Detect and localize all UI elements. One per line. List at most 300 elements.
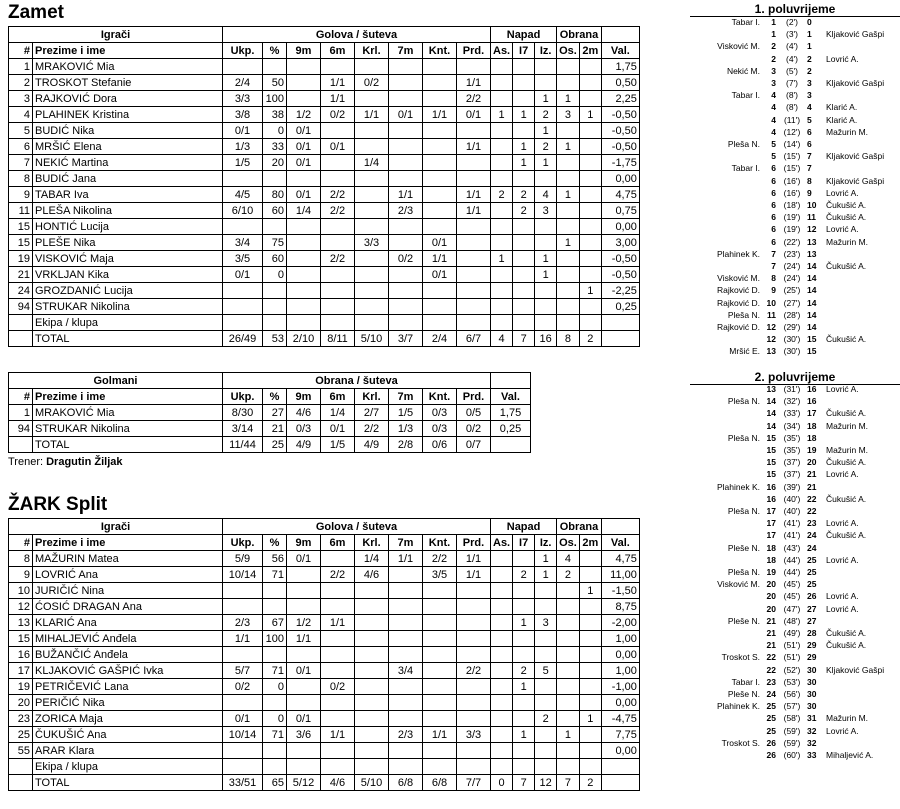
player-name-cell: JURIČIĆ Nina	[33, 583, 223, 599]
away-score: 16	[807, 384, 817, 394]
stat-cell: 2,25	[601, 91, 639, 107]
away-scorer: Lovrić A.	[826, 469, 859, 480]
stat-cell: 3/3	[223, 91, 263, 107]
column-header: Ukp.	[223, 389, 263, 405]
home-scorer: Pleša N.	[727, 506, 760, 516]
stat-cell: 60	[263, 251, 287, 267]
stat-cell	[579, 75, 601, 91]
stat-cell	[557, 219, 580, 235]
goalkeeper-name-cell: MRAKOVIĆ Mia	[33, 405, 223, 421]
stat-cell	[423, 711, 457, 727]
stat-cell	[457, 711, 491, 727]
stat-cell	[535, 171, 557, 187]
stat-cell: 0/7	[457, 437, 491, 453]
stat-cell: 8	[9, 171, 33, 187]
stat-cell	[579, 267, 601, 283]
column-header: %	[263, 389, 287, 405]
table-row	[9, 203, 640, 219]
home-score: 13	[766, 346, 776, 357]
stat-cell	[423, 299, 457, 315]
stat-cell: -1,50	[601, 583, 639, 599]
away-score: 14	[807, 322, 817, 332]
stat-cell	[321, 123, 355, 139]
event-minute: (30')	[783, 334, 801, 345]
stat-cell	[491, 155, 513, 171]
stat-cell: 9	[9, 187, 33, 203]
stat-cell	[513, 299, 535, 315]
stat-cell: 1/4	[287, 203, 321, 219]
stat-cell: 3	[535, 203, 557, 219]
stat-cell	[355, 299, 389, 315]
table-row	[9, 75, 640, 91]
away-score: 12	[807, 224, 817, 235]
away-score: 32	[807, 737, 817, 748]
table-row	[9, 155, 640, 171]
score-event	[690, 237, 900, 248]
stat-cell	[423, 583, 457, 599]
home-scorer: Mršić E.	[729, 346, 760, 357]
goals-group-header: Golova / šuteva	[223, 519, 491, 535]
home-score: 4	[771, 126, 776, 137]
stat-cell: 15	[9, 631, 33, 647]
score-event	[690, 139, 900, 150]
away-score: 24	[807, 542, 817, 553]
stat-cell	[557, 711, 580, 727]
away-scorer: Mažurin M.	[826, 420, 869, 431]
player-name-cell: PLAHINEK Kristina	[33, 107, 223, 123]
stat-cell: 2	[579, 775, 601, 791]
table-row	[9, 615, 640, 631]
stat-cell	[389, 599, 423, 615]
away-scorer: Lovrić A.	[826, 725, 859, 736]
stat-cell	[321, 743, 355, 759]
stat-cell	[579, 615, 601, 631]
player-name-cell: BUŽANČIĆ Anđela	[33, 647, 223, 663]
score-event	[690, 640, 900, 651]
stat-cell	[457, 155, 491, 171]
event-minute: (27')	[783, 297, 801, 308]
stat-cell: 1/1	[423, 107, 457, 123]
stat-cell	[491, 203, 513, 219]
stat-cell	[223, 171, 263, 187]
stat-cell: 0/3	[423, 421, 457, 437]
home-scorer: Plahinek K.	[717, 481, 760, 492]
home-score: 25	[766, 713, 776, 724]
stat-cell: 3/5	[423, 567, 457, 583]
stat-cell: 21	[9, 267, 33, 283]
stat-cell	[557, 299, 580, 315]
score-event	[690, 713, 900, 724]
event-minute: (2')	[785, 17, 798, 27]
score-event	[690, 665, 900, 676]
away-score: 22	[807, 506, 817, 516]
stat-cell	[223, 743, 263, 759]
stat-cell	[457, 123, 491, 139]
player-name-cell: MAŽURIN Matea	[33, 551, 223, 567]
stat-cell: 55	[9, 743, 33, 759]
stat-cell: 7,75	[601, 727, 639, 743]
column-header: #	[9, 43, 33, 59]
stat-cell: 2/2	[423, 551, 457, 567]
stat-cell: 1	[513, 615, 535, 631]
event-minute: (8')	[785, 102, 798, 113]
stat-cell	[457, 679, 491, 695]
away-scorer: Mažurin M.	[826, 126, 869, 137]
away-score: 25	[807, 554, 817, 565]
event-minute: (18')	[783, 200, 801, 210]
event-minute: (15')	[783, 163, 801, 174]
stat-cell: 1	[535, 267, 557, 283]
stat-cell	[389, 315, 423, 331]
stat-cell	[263, 59, 287, 75]
away-scorer: Čukušić A.	[826, 493, 867, 504]
stat-cell: 4/9	[287, 437, 321, 453]
away-scorer: Lovrić A.	[826, 53, 859, 64]
event-minute: (52')	[783, 664, 801, 675]
stat-cell: 0	[263, 123, 287, 139]
stat-cell: 1/3	[389, 421, 423, 437]
event-minute: (14')	[783, 139, 801, 149]
stat-cell: 0/2	[223, 679, 263, 695]
score-event	[690, 346, 900, 357]
home-scorer: Plahinek K.	[717, 248, 760, 259]
stat-cell: 11	[9, 203, 33, 219]
stat-cell	[491, 437, 531, 453]
stat-cell: 1	[491, 107, 513, 123]
column-header: Knt.	[423, 535, 457, 551]
stat-cell	[263, 647, 287, 663]
stat-cell: 21	[263, 421, 287, 437]
stat-cell	[535, 59, 557, 75]
away-score: 19	[807, 445, 817, 455]
stat-cell: 5/7	[223, 663, 263, 679]
stat-cell	[389, 171, 423, 187]
player-name-cell: STRUKAR Nikolina	[33, 299, 223, 315]
table-row	[9, 647, 640, 663]
stat-cell	[601, 315, 639, 331]
score-event	[690, 604, 900, 615]
goals-group-header: Golova / šuteva	[223, 27, 491, 43]
score-event	[690, 482, 900, 493]
stat-cell: 100	[263, 91, 287, 107]
stat-cell	[513, 583, 535, 599]
stat-cell	[355, 187, 389, 203]
event-minute: (24')	[783, 261, 801, 271]
away-score: 21	[807, 481, 817, 492]
stat-cell	[223, 759, 263, 775]
stat-cell	[491, 679, 513, 695]
event-minute: (31')	[783, 384, 801, 394]
stat-cell	[223, 599, 263, 615]
home-score: 4	[771, 90, 776, 101]
stat-cell	[457, 695, 491, 711]
away-score: 1	[807, 41, 812, 52]
stat-cell: 1/1	[389, 187, 423, 203]
stat-cell	[457, 59, 491, 75]
home-score: 4	[771, 102, 776, 113]
gk-group-header-row	[9, 373, 531, 389]
home-score: 23	[766, 676, 776, 687]
score-event	[690, 543, 900, 554]
stat-cell: 1	[513, 727, 535, 743]
goalkeepers-header: Golmani	[9, 373, 223, 389]
home-score: 20	[766, 603, 776, 614]
stat-cell: 67	[263, 615, 287, 631]
away-score: 20	[807, 457, 817, 468]
table-row	[9, 123, 640, 139]
stat-cell	[491, 267, 513, 283]
home-scorer: Rajković D.	[717, 297, 760, 308]
stat-cell	[423, 743, 457, 759]
stat-cell	[9, 315, 33, 331]
score-event	[690, 677, 900, 688]
home-score: 6	[771, 224, 776, 235]
stat-cell: 1	[535, 91, 557, 107]
stat-cell: 1/1	[457, 551, 491, 567]
home-score: 1	[771, 17, 776, 27]
event-minute: (3')	[785, 29, 798, 40]
home-scorer: Pleša N.	[727, 309, 760, 320]
stat-cell	[535, 727, 557, 743]
stat-cell: 16	[9, 647, 33, 663]
stat-cell	[457, 583, 491, 599]
stat-cell	[223, 583, 263, 599]
stat-cell	[355, 599, 389, 615]
home-scorer: Visković M.	[717, 41, 760, 52]
stat-cell	[513, 695, 535, 711]
away-scorer: Čukušić A.	[826, 530, 867, 541]
table-row	[9, 695, 640, 711]
home-score: 6	[771, 163, 776, 174]
stat-cell	[321, 155, 355, 171]
stat-cell: 20	[9, 695, 33, 711]
stat-cell: 0,75	[601, 203, 639, 219]
stat-cell: 1	[513, 679, 535, 695]
stat-cell	[355, 283, 389, 299]
score-event	[690, 750, 900, 761]
stat-cell	[287, 267, 321, 283]
away-scorer: Čukušić A.	[826, 640, 867, 651]
stat-cell: 0/1	[287, 139, 321, 155]
stat-cell: 8	[557, 331, 580, 347]
event-minute: (59')	[783, 737, 801, 748]
stat-cell: 0	[263, 679, 287, 695]
table-row	[9, 599, 640, 615]
stat-cell	[287, 599, 321, 615]
score-event	[690, 54, 900, 65]
home-score: 7	[771, 248, 776, 259]
home-scorer: Nekić M.	[726, 65, 760, 76]
stat-cell	[321, 299, 355, 315]
score-event	[690, 273, 900, 284]
away-score: 18	[807, 432, 817, 443]
stat-cell: 2	[513, 663, 535, 679]
stat-cell: 0/2	[321, 679, 355, 695]
stat-cell: 0/1	[321, 421, 355, 437]
away-score: 25	[807, 579, 817, 590]
stat-cell	[491, 759, 513, 775]
stat-cell	[535, 299, 557, 315]
stat-cell: 0/6	[423, 437, 457, 453]
score-event	[690, 433, 900, 444]
stat-cell	[355, 759, 389, 775]
stat-cell	[491, 91, 513, 107]
home-scorer: Pleše N.	[727, 689, 760, 699]
stat-cell	[423, 139, 457, 155]
stat-cell: 2	[535, 107, 557, 123]
stat-cell	[321, 695, 355, 711]
score-event	[690, 506, 900, 517]
player-name-cell: NEKIĆ Martina	[33, 155, 223, 171]
stat-cell: 7/7	[457, 775, 491, 791]
stat-cell	[491, 171, 513, 187]
stat-cell	[579, 203, 601, 219]
home-scorer: Tabar I.	[731, 17, 760, 27]
away-score: 22	[807, 493, 817, 504]
away-scorer: Čukušić A.	[826, 408, 867, 419]
player-name-cell: KLJAKOVIĆ GAŠPIĆ Ivka	[33, 663, 223, 679]
score-event	[690, 90, 900, 101]
away-score: 27	[807, 603, 817, 614]
stat-cell	[9, 775, 33, 791]
stat-cell	[491, 235, 513, 251]
stat-cell: 2	[513, 567, 535, 583]
stat-cell: 1/5	[321, 437, 355, 453]
stat-cell	[321, 235, 355, 251]
stat-cell	[389, 75, 423, 91]
stat-cell	[287, 235, 321, 251]
stat-cell: 2	[535, 139, 557, 155]
players-group-header: Igrači	[9, 519, 223, 535]
table-row	[9, 567, 640, 583]
stat-cell: 1/5	[223, 155, 263, 171]
stat-cell	[321, 759, 355, 775]
stat-cell	[579, 123, 601, 139]
stat-cell	[223, 315, 263, 331]
stat-cell	[287, 283, 321, 299]
event-minute: (19')	[783, 224, 801, 235]
stat-cell	[423, 283, 457, 299]
home-score: 26	[766, 737, 776, 748]
stat-cell	[491, 743, 513, 759]
score-event	[690, 224, 900, 235]
event-minute: (22')	[783, 236, 801, 247]
stat-cell: 1	[557, 91, 580, 107]
stat-cell: 12	[535, 775, 557, 791]
stat-cell	[557, 283, 580, 299]
stat-cell	[423, 203, 457, 219]
away-scorer: Mažurin M.	[826, 713, 869, 724]
event-minute: (28')	[783, 309, 801, 320]
stat-cell	[513, 631, 535, 647]
home-score: 6	[771, 175, 776, 186]
stat-cell	[557, 695, 580, 711]
player-name-cell: MIHALJEVIĆ Anđela	[33, 631, 223, 647]
stat-cell	[423, 155, 457, 171]
stat-cell	[457, 759, 491, 775]
column-header: I7	[513, 535, 535, 551]
stat-cell: 1/1	[321, 75, 355, 91]
away-scorer: Čukušić A.	[826, 334, 867, 345]
stat-cell	[513, 219, 535, 235]
stat-cell	[457, 599, 491, 615]
player-name-cell: ARAR Klara	[33, 743, 223, 759]
home-scorer: Tabar I.	[731, 163, 760, 174]
away-scorer: Kljaković Gašpi	[826, 151, 885, 162]
stat-cell	[389, 299, 423, 315]
home-scorer: Rajković D.	[717, 322, 760, 332]
stat-cell	[263, 299, 287, 315]
stat-cell	[491, 631, 513, 647]
stat-cell	[287, 583, 321, 599]
stat-cell	[491, 567, 513, 583]
stat-cell	[355, 219, 389, 235]
stat-cell: 2/2	[321, 203, 355, 219]
home-scorer: Tabar I.	[731, 676, 760, 687]
group-header-row	[9, 27, 640, 43]
event-minute: (19')	[783, 212, 801, 223]
stat-cell: 2	[491, 187, 513, 203]
home-score: 18	[766, 542, 776, 553]
table-row	[9, 91, 640, 107]
stat-cell: 2	[9, 75, 33, 91]
half1-title: 1. poluvrijeme	[690, 2, 900, 17]
stat-cell	[423, 679, 457, 695]
column-header: Knt.	[423, 43, 457, 59]
stat-cell: 2/2	[457, 663, 491, 679]
stat-cell	[557, 679, 580, 695]
stat-cell	[579, 299, 601, 315]
stat-cell: 4,75	[601, 551, 639, 567]
event-minute: (53')	[783, 676, 801, 687]
table-row	[9, 759, 640, 775]
stat-cell: 2/2	[457, 91, 491, 107]
stat-cell: 4/5	[223, 187, 263, 203]
stat-cell	[579, 759, 601, 775]
away-score: 15	[807, 346, 817, 357]
stat-cell	[423, 615, 457, 631]
score-event	[690, 591, 900, 602]
stat-cell: 2	[557, 567, 580, 583]
stat-cell	[557, 267, 580, 283]
column-header: Krl.	[355, 535, 389, 551]
stat-cell: 1	[513, 139, 535, 155]
stat-cell: 5/10	[355, 775, 389, 791]
stat-cell: 1/1	[389, 551, 423, 567]
stat-cell	[557, 59, 580, 75]
away-score: 23	[807, 518, 817, 529]
stat-cell	[355, 91, 389, 107]
stat-cell	[389, 759, 423, 775]
event-minute: (60')	[783, 750, 801, 760]
away-score: 7	[807, 163, 812, 174]
stat-cell	[423, 695, 457, 711]
stat-cell	[513, 759, 535, 775]
home-score: 10	[766, 297, 776, 308]
stat-cell: 0/1	[457, 107, 491, 123]
player-name-cell: PLEŠA Nikolina	[33, 203, 223, 219]
stat-cell	[287, 171, 321, 187]
table-row	[9, 583, 640, 599]
stat-cell: 1	[535, 551, 557, 567]
away-score: 18	[807, 420, 817, 431]
stat-cell	[423, 315, 457, 331]
away-scorer: Lovrić A.	[826, 591, 859, 602]
stat-cell	[389, 647, 423, 663]
stat-cell	[513, 315, 535, 331]
stat-cell	[423, 59, 457, 75]
stat-cell: 1	[579, 283, 601, 299]
